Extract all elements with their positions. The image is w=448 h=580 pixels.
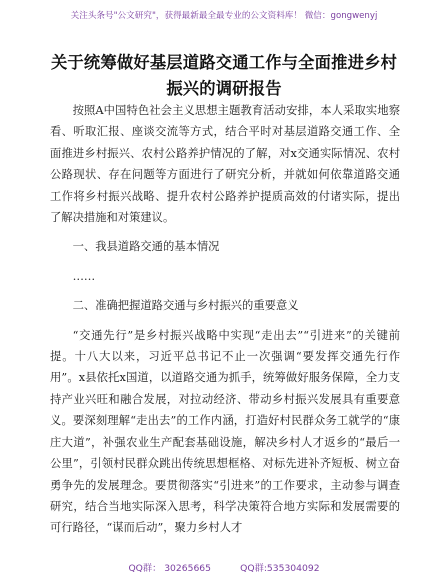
body-paragraph: “交通先行”是乡村振兴战略中实现“走出去”“引进来”的关键前提。十八大以来，习近平总书记不止一次强调“要发挥交通先行作用”。x县依托x国道，以道路交通为抓手，统筹做好服务保障，全力支持产业兴旺和融合发展，对拉动经济、带动乡村振兴发展具有重要意义。要深刻理解“走出去”的工作内涵，打造好村民群众务工就学的“康庄大道”，补强农业生产配套基础设施，解决乡村人才返乡的“最后一公里”，引领村民群众跳出传统思想框格、对标先进补齐短板、树立奋勇争先的发展理念。要贯彻落实“引进来”的工作要求，主动参与调查研究，结合当地实际深入思考，科学决策符合地方实际和发展需要的可行路径，“谋而后动”，聚力乡村人才 — [50, 328, 400, 535]
header-banner: 关注头条号"公文研究"，获得最新最全最专业的公文资料库！ 微信：gongwenyj — [70, 11, 378, 21]
intro-paragraph: 按照A中国特色社会主义思想主题教育活动安排，本人采取实地察看、听取汇报、座谈交流等方式，结合平时对基层道路交通工作、全面推进乡村振兴、农村公路养护情况的了解，对x交通实际情况、农村公路现状、存在问题等方面进行了研究分析，并就如何依靠道路交通工作将乡村振兴战略、提升农村公路养护提质高效的付诸实际，提出了解决措施和对策建议。 — [50, 104, 400, 225]
document-title: 关于统筹做好基层道路交通工作与全面推进乡村振兴的调研报告 — [50, 53, 398, 98]
ellipsis-paragraph: …… — [72, 269, 96, 283]
footer-qq-groups: QQ群： 30265665 QQ群:535304092 — [128, 563, 320, 574]
document-body — [50, 100, 400, 539]
section-heading-1: 一、我县道路交通的基本情况 — [72, 240, 220, 254]
section-heading-2: 二、准确把握道路交通与乡村振兴的重要意义 — [72, 299, 299, 313]
